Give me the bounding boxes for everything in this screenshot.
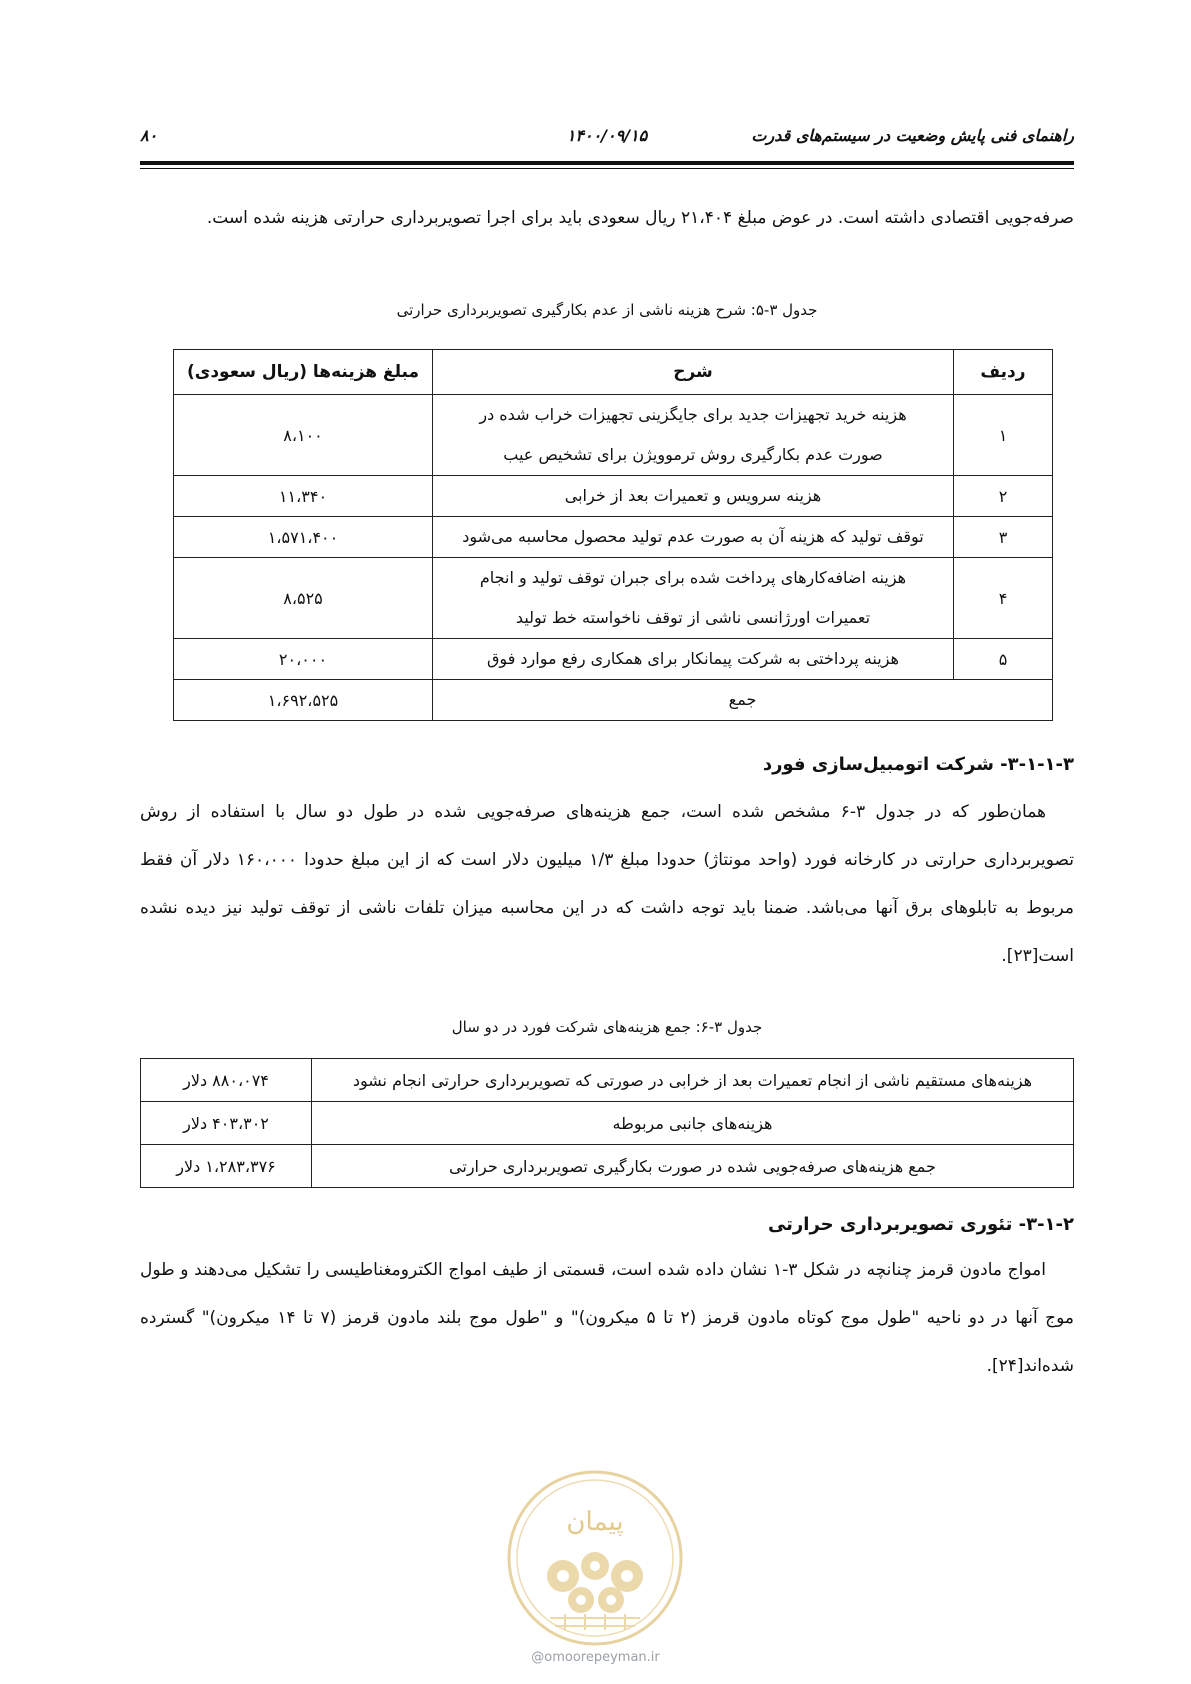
header-amount: مبلغ هزینه‌ها (ریال سعودی)	[174, 350, 433, 395]
table-row	[174, 517, 1053, 558]
row-description-line: هزینه اضافه‌کارهای پرداخت شده برای جبران توقف تولید و انجام	[479, 568, 907, 587]
header-rule-thick	[140, 161, 1074, 165]
row-description-line: صورت عدم بکارگیری روش ترموویژن برای تشخیص عیب	[503, 445, 883, 464]
row-amount: ۸،۵۲۵	[174, 558, 433, 639]
cost-table	[173, 349, 1053, 721]
gear-emblem-icon	[505, 1468, 685, 1648]
row-label: جمع هزینه‌های صرفه‌جویی شده در صورت بکارگیری تصویربرداری حرارتی	[312, 1145, 1074, 1188]
table2-caption: جدول ۳-۶: جمع هزینه‌های شرکت فورد در دو سال	[451, 1018, 763, 1036]
header-index: ردیف	[954, 350, 1053, 395]
running-header	[140, 126, 1074, 152]
table-row	[141, 1102, 1074, 1145]
row-amount: ۱،۵۷۱،۴۰۰	[174, 517, 433, 558]
row-description-line: تعمیرات اورژانسی ناشی از توقف ناخواسته خط تولید	[515, 608, 871, 627]
row-index: ۵	[954, 639, 1053, 680]
theory-paragraph: امواج مادون قرمز چنانچه در شکل ۳-۱ نشان داده شده است، قسمتی از طیف امواج الکترومغناطیسی را تشکیل می‌دهند و طول موج آنها در دو ناحیه "طول موج کوتاه مادون قرمز (۲ تا ۵ میکرون)" و "طول موج بلند مادون قرمز (۷ تا ۱۴ میکرون)" گسترده شده‌اند[۲۴].	[140, 1260, 1075, 1376]
svg-text:پیمان: پیمان	[566, 1507, 624, 1537]
row-label: هزینه‌های جانبی مربوطه	[312, 1102, 1074, 1145]
table-row	[174, 639, 1053, 680]
website-watermark: @omoorepeyman.ir	[531, 1650, 660, 1665]
header-title: راهنمای فنی پایش وضعیت در سیستم‌های قدرت	[751, 126, 1074, 145]
table-header-row	[174, 350, 1053, 395]
row-amount: ۱۱،۳۴۰	[174, 476, 433, 517]
table1-caption: جدول ۳-۵: شرح هزینه ناشی از عدم بکارگیری تصویربرداری حرارتی	[396, 301, 818, 319]
table-total-row	[174, 680, 1053, 721]
table-row	[141, 1059, 1074, 1102]
row-description: هزینه سرویس و تعمیرات بعد از خرابی	[433, 476, 954, 517]
row-description-line: هزینه خرید تجهیزات جدید برای جایگزینی تجهیزات خراب شده در	[479, 405, 907, 424]
table-row	[174, 476, 1053, 517]
row-amount: ۸۸۰،۰۷۴ دلار	[141, 1059, 312, 1102]
section-heading-theory: ۳-۱-۲- تئوری تصویربرداری حرارتی	[767, 1214, 1074, 1235]
row-description: توقف تولید که هزینه آن به صورت عدم تولید محصول محاسبه می‌شود	[433, 517, 954, 558]
row-description: هزینه پرداختی به شرکت پیمانکار برای همکاری رفع موارد فوق	[433, 639, 954, 680]
row-amount: ۱،۲۸۳،۳۷۶ دلار	[141, 1145, 312, 1188]
table-row	[174, 395, 1053, 476]
header-date: ۱۴۰۰/۰۹/۱۵	[566, 126, 648, 145]
row-amount: ۸،۱۰۰	[174, 395, 433, 476]
page-number: ۸۰	[140, 126, 158, 145]
table-row	[174, 558, 1053, 639]
header-rule-thin	[140, 168, 1074, 169]
row-description	[433, 395, 954, 476]
row-index: ۳	[954, 517, 1053, 558]
row-amount: ۲۰،۰۰۰	[174, 639, 433, 680]
row-index: ۲	[954, 476, 1053, 517]
intro-paragraph: صرفه‌جویی اقتصادی داشته است. در عوض مبلغ ۲۱،۴۰۴ ریال سعودی باید برای اجرا تصویربرداری حرارتی هزینه شده است.	[206, 208, 1074, 228]
ford-paragraph: همان‌طور که در جدول ۳-۶ مشخص شده است، جمع هزینه‌های صرفه‌جویی شده در طول دو سال با استفاده از روش تصویربرداری حرارتی در کارخانه فورد (واحد مونتاژ) حدودا مبلغ ۱/۳ میلیون دلار است که از این مبلغ حدودا ۱۶۰،۰۰۰ دلار آن فقط مربوط به تابلوهای برق آنها می‌باشد. ضمنا باید توجه داشت که در این محاسبه میزان تلفات ناشی از توقف تولید نیز دیده نشده است[۲۳].	[140, 802, 1074, 966]
header-description: شرح	[433, 350, 954, 395]
total-amount: ۱،۶۹۲،۵۲۵	[174, 680, 433, 721]
ford-cost-table	[140, 1058, 1074, 1188]
row-index: ۴	[954, 558, 1053, 639]
row-index: ۱	[954, 395, 1053, 476]
watermark-logo	[505, 1468, 685, 1648]
row-amount: ۴۰۳،۳۰۲ دلار	[141, 1102, 312, 1145]
section-heading-ford: ۳-۱-۱-۳- شرکت اتومبیل‌سازی فورد	[762, 754, 1074, 775]
table-row	[141, 1145, 1074, 1188]
row-label: هزینه‌های مستقیم ناشی از انجام تعمیرات بعد از خرابی در صورتی که تصویربرداری حرارتی انجام نشود	[312, 1059, 1074, 1102]
row-description	[433, 558, 954, 639]
total-label: جمع	[433, 680, 1053, 721]
